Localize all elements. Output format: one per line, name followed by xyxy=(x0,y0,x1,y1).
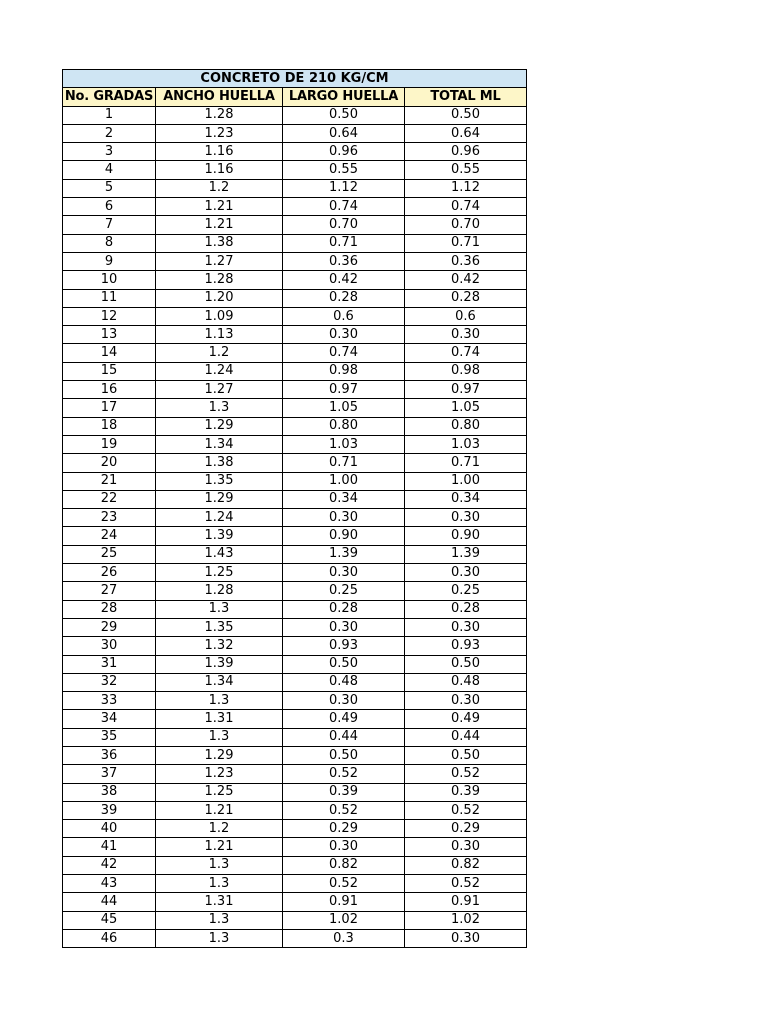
table-row xyxy=(63,399,527,417)
total-ml-cell[interactable]: 0.50 xyxy=(405,746,527,764)
ancho-huella-cell[interactable]: 1.34 xyxy=(156,673,283,691)
total-ml-cell[interactable]: 0.49 xyxy=(405,710,527,728)
table-title[interactable]: CONCRETO DE 210 KG/CM xyxy=(63,70,527,88)
largo-huella-cell[interactable]: 0.30 xyxy=(283,692,405,710)
table-row xyxy=(63,454,527,472)
step-number-cell[interactable]: 31 xyxy=(63,655,156,673)
largo-huella-cell[interactable]: 0.97 xyxy=(283,381,405,399)
table-row xyxy=(63,143,527,161)
largo-huella-cell[interactable]: 0.25 xyxy=(283,582,405,600)
table-row xyxy=(63,198,527,216)
largo-huella-cell[interactable]: 0.82 xyxy=(283,856,405,874)
largo-huella-cell[interactable]: 1.12 xyxy=(283,179,405,197)
ancho-huella-cell[interactable]: 1.3 xyxy=(156,875,283,893)
ancho-huella-cell[interactable]: 1.28 xyxy=(156,106,283,124)
total-ml-cell[interactable]: 0.93 xyxy=(405,637,527,655)
ancho-huella-cell[interactable]: 1.23 xyxy=(156,765,283,783)
step-number-cell[interactable]: 35 xyxy=(63,728,156,746)
total-ml-cell[interactable]: 0.30 xyxy=(405,929,527,947)
total-ml-cell[interactable]: 1.05 xyxy=(405,399,527,417)
ancho-huella-cell[interactable]: 1.2 xyxy=(156,344,283,362)
total-ml-cell[interactable]: 0.96 xyxy=(405,143,527,161)
header-no-gradas[interactable]: No. GRADAS xyxy=(63,88,156,106)
ancho-huella-cell[interactable]: 1.38 xyxy=(156,234,283,252)
ancho-huella-cell[interactable]: 1.25 xyxy=(156,783,283,801)
largo-huella-cell[interactable]: 0.30 xyxy=(283,509,405,527)
step-number-cell[interactable]: 36 xyxy=(63,746,156,764)
total-ml-cell[interactable]: 0.48 xyxy=(405,673,527,691)
largo-huella-cell[interactable]: 0.3 xyxy=(283,929,405,947)
table-row xyxy=(63,509,527,527)
total-ml-cell[interactable]: 0.71 xyxy=(405,234,527,252)
table-row xyxy=(63,545,527,563)
concrete-steps-table xyxy=(62,69,527,948)
step-number-cell[interactable]: 10 xyxy=(63,271,156,289)
table-row xyxy=(63,673,527,691)
step-number-cell[interactable]: 26 xyxy=(63,564,156,582)
total-ml-cell[interactable]: 0.97 xyxy=(405,381,527,399)
ancho-huella-cell[interactable]: 1.21 xyxy=(156,198,283,216)
ancho-huella-cell[interactable]: 1.3 xyxy=(156,399,283,417)
table-row xyxy=(63,618,527,636)
table-row xyxy=(63,344,527,362)
ancho-huella-cell[interactable]: 1.16 xyxy=(156,161,283,179)
table-row xyxy=(63,746,527,764)
total-ml-cell[interactable]: 0.52 xyxy=(405,801,527,819)
largo-huella-cell[interactable]: 0.52 xyxy=(283,765,405,783)
step-number-cell[interactable]: 37 xyxy=(63,765,156,783)
total-ml-cell[interactable]: 0.91 xyxy=(405,893,527,911)
table-row xyxy=(63,271,527,289)
total-ml-cell[interactable]: 1.02 xyxy=(405,911,527,929)
ancho-huella-cell[interactable]: 1.43 xyxy=(156,545,283,563)
table-row xyxy=(63,216,527,234)
total-ml-cell[interactable]: 0.29 xyxy=(405,820,527,838)
step-number-cell[interactable]: 18 xyxy=(63,417,156,435)
step-number-cell[interactable]: 41 xyxy=(63,838,156,856)
step-number-cell[interactable]: 15 xyxy=(63,362,156,380)
largo-huella-cell[interactable]: 0.52 xyxy=(283,875,405,893)
header-ancho-huella[interactable]: ANCHO HUELLA xyxy=(156,88,283,106)
total-ml-cell[interactable]: 0.74 xyxy=(405,344,527,362)
step-number-cell[interactable]: 19 xyxy=(63,435,156,453)
total-ml-cell[interactable]: 0.82 xyxy=(405,856,527,874)
largo-huella-cell[interactable]: 0.28 xyxy=(283,289,405,307)
step-number-cell[interactable]: 46 xyxy=(63,929,156,947)
largo-huella-cell[interactable]: 0.93 xyxy=(283,637,405,655)
table-row xyxy=(63,893,527,911)
largo-huella-cell[interactable]: 1.05 xyxy=(283,399,405,417)
total-ml-cell[interactable]: 1.00 xyxy=(405,472,527,490)
total-ml-cell[interactable]: 0.36 xyxy=(405,252,527,270)
table-row xyxy=(63,564,527,582)
largo-huella-cell[interactable]: 0.98 xyxy=(283,362,405,380)
largo-huella-cell[interactable]: 0.50 xyxy=(283,746,405,764)
step-number-cell[interactable]: 32 xyxy=(63,673,156,691)
table-row xyxy=(63,655,527,673)
total-ml-cell[interactable]: 0.90 xyxy=(405,527,527,545)
ancho-huella-cell[interactable]: 1.23 xyxy=(156,124,283,142)
total-ml-cell[interactable]: 0.42 xyxy=(405,271,527,289)
step-number-cell[interactable]: 23 xyxy=(63,509,156,527)
step-number-cell[interactable]: 44 xyxy=(63,893,156,911)
header-total-ml[interactable]: TOTAL ML xyxy=(405,88,527,106)
largo-huella-cell[interactable]: 0.91 xyxy=(283,893,405,911)
table-row xyxy=(63,728,527,746)
table-header-row xyxy=(63,88,527,106)
step-number-cell[interactable]: 4 xyxy=(63,161,156,179)
total-ml-cell[interactable]: 0.44 xyxy=(405,728,527,746)
header-largo-huella[interactable]: LARGO HUELLA xyxy=(283,88,405,106)
ancho-huella-cell[interactable]: 1.31 xyxy=(156,710,283,728)
step-number-cell[interactable]: 14 xyxy=(63,344,156,362)
largo-huella-cell[interactable]: 0.70 xyxy=(283,216,405,234)
table-row xyxy=(63,765,527,783)
total-ml-cell[interactable]: 0.50 xyxy=(405,106,527,124)
ancho-huella-cell[interactable]: 1.16 xyxy=(156,143,283,161)
total-ml-cell[interactable]: 1.39 xyxy=(405,545,527,563)
total-ml-cell[interactable]: 0.52 xyxy=(405,875,527,893)
step-number-cell[interactable]: 29 xyxy=(63,618,156,636)
ancho-huella-cell[interactable]: 1.3 xyxy=(156,692,283,710)
table-body xyxy=(63,106,527,948)
step-number-cell[interactable]: 45 xyxy=(63,911,156,929)
largo-huella-cell[interactable]: 0.44 xyxy=(283,728,405,746)
table-row xyxy=(63,582,527,600)
total-ml-cell[interactable]: 0.52 xyxy=(405,765,527,783)
step-number-cell[interactable]: 30 xyxy=(63,637,156,655)
total-ml-cell[interactable]: 0.30 xyxy=(405,618,527,636)
step-number-cell[interactable]: 40 xyxy=(63,820,156,838)
largo-huella-cell[interactable]: 0.36 xyxy=(283,252,405,270)
step-number-cell[interactable]: 33 xyxy=(63,692,156,710)
largo-huella-cell[interactable]: 0.74 xyxy=(283,198,405,216)
table-row xyxy=(63,161,527,179)
table-row xyxy=(63,435,527,453)
largo-huella-cell[interactable]: 0.90 xyxy=(283,527,405,545)
total-ml-cell[interactable]: 0.30 xyxy=(405,326,527,344)
total-ml-cell[interactable]: 0.30 xyxy=(405,692,527,710)
table-row xyxy=(63,820,527,838)
ancho-huella-cell[interactable]: 1.2 xyxy=(156,820,283,838)
ancho-huella-cell[interactable]: 1.31 xyxy=(156,893,283,911)
ancho-huella-cell[interactable]: 1.28 xyxy=(156,271,283,289)
table-row xyxy=(63,637,527,655)
step-number-cell[interactable]: 20 xyxy=(63,454,156,472)
total-ml-cell[interactable]: 1.03 xyxy=(405,435,527,453)
ancho-huella-cell[interactable]: 1.3 xyxy=(156,911,283,929)
table-row xyxy=(63,838,527,856)
largo-huella-cell[interactable]: 0.34 xyxy=(283,490,405,508)
step-number-cell[interactable]: 11 xyxy=(63,289,156,307)
table-row xyxy=(63,362,527,380)
step-number-cell[interactable]: 16 xyxy=(63,381,156,399)
step-number-cell[interactable]: 2 xyxy=(63,124,156,142)
largo-huella-cell[interactable]: 0.39 xyxy=(283,783,405,801)
table-row xyxy=(63,307,527,325)
step-number-cell[interactable]: 5 xyxy=(63,179,156,197)
ancho-huella-cell[interactable]: 1.29 xyxy=(156,490,283,508)
total-ml-cell[interactable]: 0.28 xyxy=(405,289,527,307)
total-ml-cell[interactable]: 0.30 xyxy=(405,838,527,856)
table-row xyxy=(63,911,527,929)
step-number-cell[interactable]: 7 xyxy=(63,216,156,234)
ancho-huella-cell[interactable]: 1.29 xyxy=(156,746,283,764)
total-ml-cell[interactable]: 0.70 xyxy=(405,216,527,234)
total-ml-cell[interactable]: 0.71 xyxy=(405,454,527,472)
ancho-huella-cell[interactable]: 1.39 xyxy=(156,527,283,545)
table-row xyxy=(63,124,527,142)
total-ml-cell[interactable]: 0.39 xyxy=(405,783,527,801)
ancho-huella-cell[interactable]: 1.28 xyxy=(156,582,283,600)
largo-huella-cell[interactable]: 0.30 xyxy=(283,564,405,582)
table-row xyxy=(63,179,527,197)
largo-huella-cell[interactable]: 0.49 xyxy=(283,710,405,728)
table-row xyxy=(63,106,527,124)
table-row xyxy=(63,929,527,947)
largo-huella-cell[interactable]: 0.42 xyxy=(283,271,405,289)
table-row xyxy=(63,490,527,508)
table-row xyxy=(63,710,527,728)
step-number-cell[interactable]: 42 xyxy=(63,856,156,874)
table-row xyxy=(63,783,527,801)
largo-huella-cell[interactable]: 0.52 xyxy=(283,801,405,819)
step-number-cell[interactable]: 28 xyxy=(63,600,156,618)
largo-huella-cell[interactable]: 1.03 xyxy=(283,435,405,453)
step-number-cell[interactable]: 3 xyxy=(63,143,156,161)
ancho-huella-cell[interactable]: 1.3 xyxy=(156,600,283,618)
table-row xyxy=(63,875,527,893)
table-row xyxy=(63,289,527,307)
ancho-huella-cell[interactable]: 1.21 xyxy=(156,838,283,856)
table-row xyxy=(63,381,527,399)
table-row xyxy=(63,252,527,270)
largo-huella-cell[interactable]: 0.71 xyxy=(283,234,405,252)
step-number-cell[interactable]: 43 xyxy=(63,875,156,893)
ancho-huella-cell[interactable]: 1.25 xyxy=(156,564,283,582)
largo-huella-cell[interactable]: 0.50 xyxy=(283,106,405,124)
step-number-cell[interactable]: 12 xyxy=(63,307,156,325)
ancho-huella-cell[interactable]: 1.09 xyxy=(156,307,283,325)
ancho-huella-cell[interactable]: 1.2 xyxy=(156,179,283,197)
ancho-huella-cell[interactable]: 1.27 xyxy=(156,381,283,399)
largo-huella-cell[interactable]: 0.30 xyxy=(283,838,405,856)
total-ml-cell[interactable]: 0.98 xyxy=(405,362,527,380)
largo-huella-cell[interactable]: 0.64 xyxy=(283,124,405,142)
ancho-huella-cell[interactable]: 1.20 xyxy=(156,289,283,307)
ancho-huella-cell[interactable]: 1.24 xyxy=(156,362,283,380)
largo-huella-cell[interactable]: 1.00 xyxy=(283,472,405,490)
table-row xyxy=(63,234,527,252)
step-number-cell[interactable]: 27 xyxy=(63,582,156,600)
total-ml-cell[interactable]: 0.34 xyxy=(405,490,527,508)
total-ml-cell[interactable]: 0.28 xyxy=(405,600,527,618)
largo-huella-cell[interactable]: 1.02 xyxy=(283,911,405,929)
ancho-huella-cell[interactable]: 1.34 xyxy=(156,435,283,453)
step-number-cell[interactable]: 22 xyxy=(63,490,156,508)
table-row xyxy=(63,801,527,819)
table-row xyxy=(63,417,527,435)
step-number-cell[interactable]: 25 xyxy=(63,545,156,563)
step-number-cell[interactable]: 13 xyxy=(63,326,156,344)
step-number-cell[interactable]: 34 xyxy=(63,710,156,728)
table-row xyxy=(63,600,527,618)
step-number-cell[interactable]: 39 xyxy=(63,801,156,819)
largo-huella-cell[interactable]: 0.55 xyxy=(283,161,405,179)
step-number-cell[interactable]: 21 xyxy=(63,472,156,490)
total-ml-cell[interactable]: 0.6 xyxy=(405,307,527,325)
largo-huella-cell[interactable]: 0.74 xyxy=(283,344,405,362)
total-ml-cell[interactable]: 0.64 xyxy=(405,124,527,142)
table-row xyxy=(63,692,527,710)
total-ml-cell[interactable]: 0.30 xyxy=(405,509,527,527)
total-ml-cell[interactable]: 0.30 xyxy=(405,564,527,582)
ancho-huella-cell[interactable]: 1.3 xyxy=(156,856,283,874)
total-ml-cell[interactable]: 0.80 xyxy=(405,417,527,435)
largo-huella-cell[interactable]: 0.30 xyxy=(283,618,405,636)
ancho-huella-cell[interactable]: 1.13 xyxy=(156,326,283,344)
table-title-row xyxy=(63,70,527,88)
largo-huella-cell[interactable]: 0.96 xyxy=(283,143,405,161)
ancho-huella-cell[interactable]: 1.32 xyxy=(156,637,283,655)
total-ml-cell[interactable]: 0.55 xyxy=(405,161,527,179)
ancho-huella-cell[interactable]: 1.35 xyxy=(156,618,283,636)
ancho-huella-cell[interactable]: 1.27 xyxy=(156,252,283,270)
ancho-huella-cell[interactable]: 1.29 xyxy=(156,417,283,435)
largo-huella-cell[interactable]: 0.71 xyxy=(283,454,405,472)
largo-huella-cell[interactable]: 0.29 xyxy=(283,820,405,838)
total-ml-cell[interactable]: 0.74 xyxy=(405,198,527,216)
largo-huella-cell[interactable]: 0.30 xyxy=(283,326,405,344)
table-row xyxy=(63,856,527,874)
table-row xyxy=(63,326,527,344)
step-number-cell[interactable]: 38 xyxy=(63,783,156,801)
ancho-huella-cell[interactable]: 1.24 xyxy=(156,509,283,527)
step-number-cell[interactable]: 9 xyxy=(63,252,156,270)
ancho-huella-cell[interactable]: 1.39 xyxy=(156,655,283,673)
largo-huella-cell[interactable]: 0.80 xyxy=(283,417,405,435)
total-ml-cell[interactable]: 0.25 xyxy=(405,582,527,600)
largo-huella-cell[interactable]: 0.48 xyxy=(283,673,405,691)
largo-huella-cell[interactable]: 0.50 xyxy=(283,655,405,673)
largo-huella-cell[interactable]: 0.6 xyxy=(283,307,405,325)
step-number-cell[interactable]: 1 xyxy=(63,106,156,124)
largo-huella-cell[interactable]: 0.28 xyxy=(283,600,405,618)
total-ml-cell[interactable]: 1.12 xyxy=(405,179,527,197)
step-number-cell[interactable]: 17 xyxy=(63,399,156,417)
step-number-cell[interactable]: 6 xyxy=(63,198,156,216)
table-row xyxy=(63,527,527,545)
largo-huella-cell[interactable]: 1.39 xyxy=(283,545,405,563)
step-number-cell[interactable]: 24 xyxy=(63,527,156,545)
ancho-huella-cell[interactable]: 1.35 xyxy=(156,472,283,490)
ancho-huella-cell[interactable]: 1.21 xyxy=(156,801,283,819)
ancho-huella-cell[interactable]: 1.21 xyxy=(156,216,283,234)
total-ml-cell[interactable]: 0.50 xyxy=(405,655,527,673)
ancho-huella-cell[interactable]: 1.3 xyxy=(156,929,283,947)
step-number-cell[interactable]: 8 xyxy=(63,234,156,252)
table-row xyxy=(63,472,527,490)
ancho-huella-cell[interactable]: 1.38 xyxy=(156,454,283,472)
ancho-huella-cell[interactable]: 1.3 xyxy=(156,728,283,746)
